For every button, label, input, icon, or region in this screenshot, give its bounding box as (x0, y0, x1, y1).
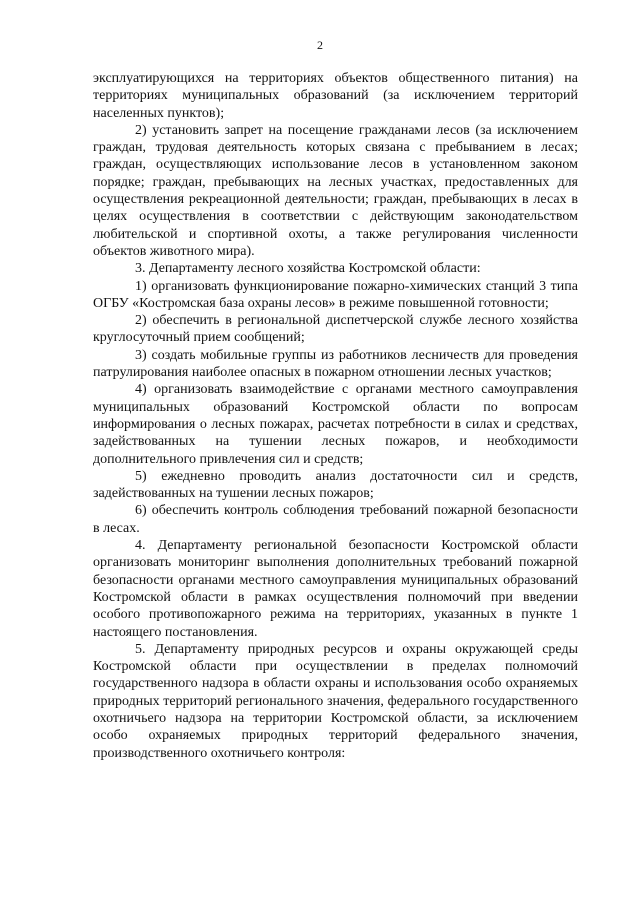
paragraph-section-3-heading: 3. Департаменту лесного хозяйства Костромской области: (135, 261, 481, 277)
paragraph-section-5: 5. Департаменту природных ресурсов и охраны окружающей среды Костромской области при осуществлении в пределах полномочий государственного надзора в области охраны и использования особо охраняемых природных территорий регионального значения, федерального государственного охотничьего надзора на территории Костромской области, за исключением особо охраняемых природных территорий федерального значения, производственного охотничьего контроля: (93, 641, 578, 761)
page-number: 2 (317, 38, 323, 52)
paragraph-item-2-entry-ban: 2) установить запрет на посещение гражданами лесов (за исключением граждан, трудовая деятельность которых связана с пребыванием в лесах; граждан, осуществляющих использование лесов в установленном законом порядке; граждан, пребывающих на лесных участках, предоставленных для осуществления рекреационной деятельности; граждан, пребывающих в лесах в целях осуществления в соответствии с действующим законодательством любительской и спортивной охоты, а также регулирования численности объектов животного мира). (93, 122, 578, 259)
paragraph-section-3-item-4: 4) организовать взаимодействие с органами местного самоуправления муниципальных образований Костромской области по вопросам информирования о лесных пожарах, расчетах потребности в силах и средствах, задействованных на тушении лесных пожаров, и необходимости дополнительного привлечения сил и средств; (93, 382, 578, 467)
paragraph-section-3-item-2: 2) обеспечить в региональной диспетчерской службе лесного хозяйства круглосуточный прием сообщений; (93, 313, 578, 346)
paragraph-section-3-item-1: 1) организовать функционирование пожарно-химических станций 3 типа ОГБУ «Костромская база охраны лесов» в режиме повышенной готовности; (93, 278, 578, 311)
paragraph-section-3-item-3: 3) создать мобильные группы из работников лесничеств для проведения патрулирования наиболее опасных в пожарном отношении лесных участков; (93, 347, 578, 381)
document-body (93, 70, 578, 762)
paragraph-section-3-item-6: 6) обеспечить контроль соблюдения требований пожарной безопасности в лесах. (93, 503, 578, 536)
paragraph-section-3-item-5: 5) ежедневно проводить анализ достаточности сил и средств, задействованных на тушении лесных пожаров; (93, 468, 578, 502)
paragraph-continuation: эксплуатирующихся на территориях объектов общественного питания) на территориях муниципальных образований (за исключением территорий населенных пунктов); (93, 71, 578, 121)
paragraph-section-4: 4. Департаменту региональной безопасности Костромской области организовать мониторинг выполнения дополнительных требований пожарной безопасности органами местного самоуправления муниципальных образований Костромской области в рамках осуществления полномочий при введении особого противопожарного режима на территориях, указанных в пункте 1 настоящего постановления. (93, 538, 578, 640)
